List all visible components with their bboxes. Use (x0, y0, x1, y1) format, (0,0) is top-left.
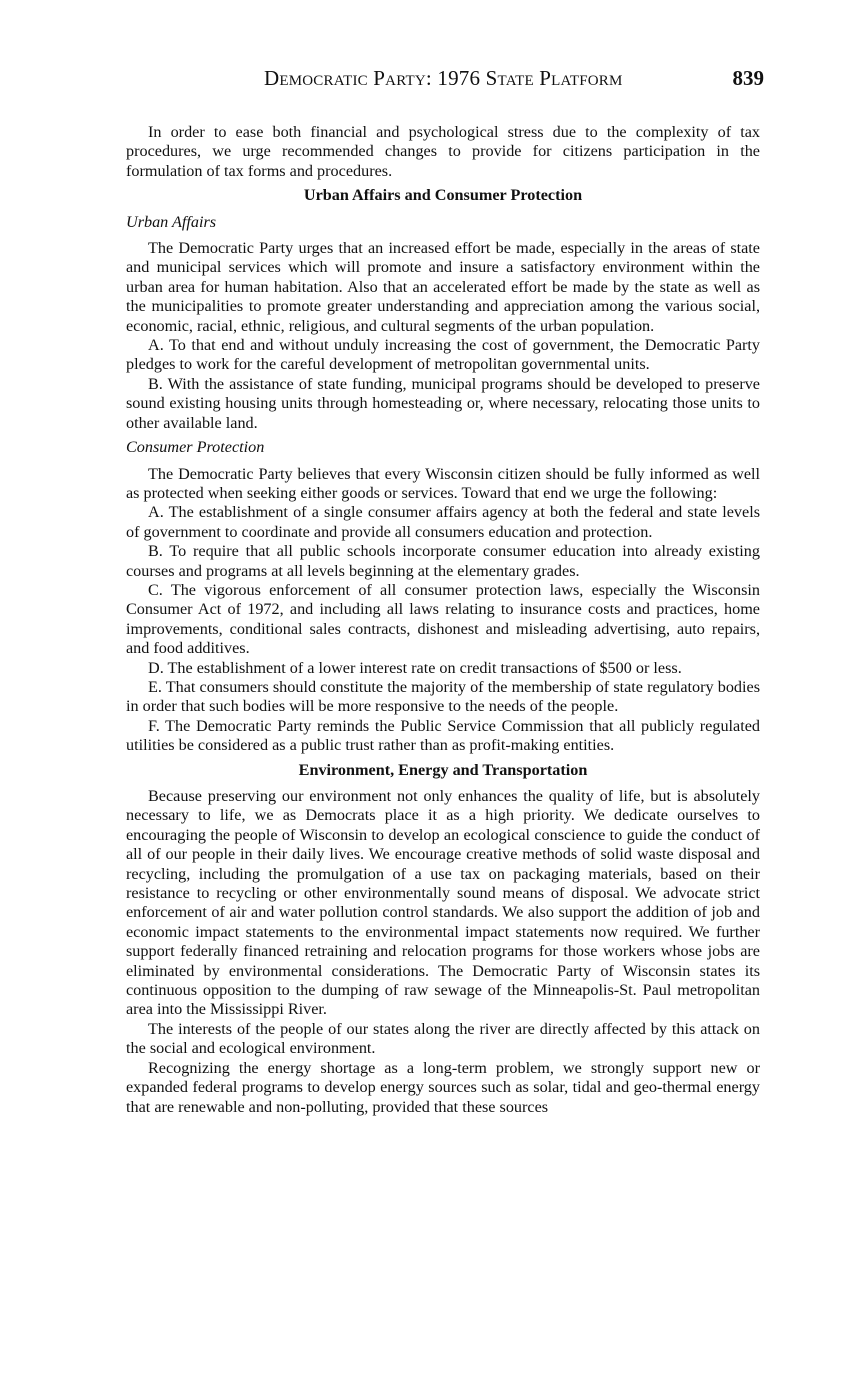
urban-paragraph: B. With the assistance of state funding, municipal programs should be developed to preserve sound existing housing units through homesteading or, where necessary, relocating those units to other available land. (126, 374, 760, 432)
consumer-paragraph: A. The establishment of a single consumer affairs agency at both the federal and state levels of government to coordinate and provide all consumers education and protection. (126, 503, 760, 541)
title-state-platform: State Platform (485, 66, 623, 90)
consumer-paragraph: The Democratic Party believes that every Wisconsin citizen should be fully informed as well as protected when seeking either goods or services. Toward that end we urge the following: (126, 464, 760, 502)
document-page (126, 66, 764, 1117)
consumer-paragraph: C. The vigorous enforcement of all consumer protection laws, especially the Wisconsin Consumer Act of 1972, and including all laws relating to insurance costs and practices, home improvements, conditional sales contracts, dishonest and misleading advertising, auto repairs, and food additives. (126, 580, 760, 658)
environment-paragraph: The interests of the people of our states along the river are directly affected by this attack on the social and ecological environment. (126, 1019, 760, 1058)
environment-paragraph: Recognizing the energy shortage as a long-term problem, we strongly support new or expanded federal programs to develop energy sources such as solar, tidal and geo-thermal energy that are renewable and non-polluting, provided that these sources (126, 1058, 760, 1116)
title-year: 1976 (437, 66, 481, 90)
consumer-paragraph: E. That consumers should constitute the majority of the membership of state regulatory bodies in order that such bodies will be more responsive to the needs of the people. (126, 677, 760, 716)
section-heading-environment: Environment, Energy and Transportation (298, 760, 588, 779)
urban-paragraph: The Democratic Party urges that an increased effort be made, especially in the areas of state and municipal services which will promote and insure a satisfactory environment within the urban area for human habitation. Also that an accelerated effort be made by the state as well as the municipalities to promote greater understanding and appreciation among the various social, economic, racial, ethnic, religious, and cultural segments of the urban population. (126, 239, 760, 335)
running-title (264, 66, 623, 91)
consumer-paragraph: B. To require that all public schools incorporate consumer education into already existing courses and programs at all levels beginning at the elementary grades. (126, 542, 760, 580)
intro-paragraph: In order to ease both financial and psychological stress due to the complexity of tax procedures, we urge recommended changes to provide for citizens participation in the formulation of tax forms and procedures. (126, 123, 760, 180)
running-header (126, 66, 764, 96)
subheading-consumer-protection: Consumer Protection (126, 438, 265, 457)
environment-paragraph: Because preserving our environment not only enhances the quality of life, but is absolutely necessary to life, we as Democrats place it as a high priority. We dedicate ourselves to encouraging the people of Wisconsin to develop an ecological conscience to guide the conduct of all of our people in their daily lives. We encourage creative methods of solid waste disposal and recycling, including the promulgation of a use tax on packaging materials, based on their resistance to recycling or other environmentally sound means of disposal. We advocate strict enforcement of air and water pollution control standards. We also support the addition of job and economic impact statements to the environmental impact statements now required. We further support federally financed retraining and relocation programs for those workers whose jobs are eliminated by environmental considerations. The Democratic Party of Wisconsin states its continuous opposition to the dumping of raw sewage of the Minneapolis-St. Paul metropolitan area into the Mississippi River. (126, 787, 760, 1019)
urban-paragraph: A. To that end and without unduly increasing the cost of government, the Democratic Party pledges to work for the careful development of metropolitan governmental units. (126, 336, 760, 374)
consumer-paragraph: D. The establishment of a lower interest rate on credit transactions of $500 or less. (148, 658, 682, 677)
section-heading-urban-consumer: Urban Affairs and Consumer Protection (303, 186, 583, 205)
title-party: Democratic Party (264, 66, 426, 90)
consumer-paragraph: F. The Democratic Party reminds the Public Service Commission that all publicly regulated utilities be considered as a public trust rather than as profit-making entities. (126, 716, 760, 755)
subheading-urban-affairs: Urban Affairs (126, 212, 217, 231)
title-colon: : (425, 66, 432, 90)
page-number: 839 (732, 66, 764, 90)
